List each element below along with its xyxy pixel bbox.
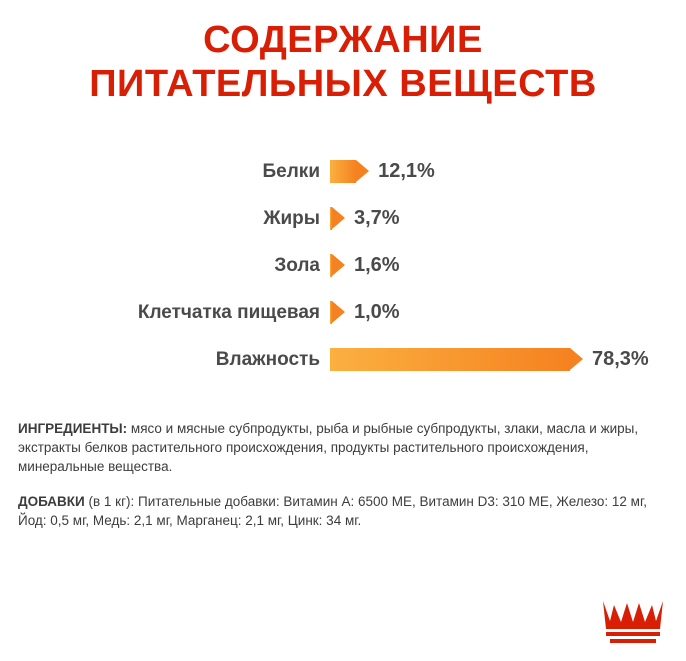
bar-wrapper bbox=[330, 160, 686, 183]
bar-shape bbox=[330, 207, 345, 230]
bar-wrapper bbox=[330, 254, 686, 277]
bar-row bbox=[0, 289, 686, 336]
bar-value-label: 1,6% bbox=[354, 254, 400, 276]
additives-heading: ДОБАВКИ bbox=[18, 494, 85, 509]
bar-shape bbox=[330, 348, 583, 371]
bar-row bbox=[0, 336, 686, 383]
bar-value-label: 12,1% bbox=[378, 160, 435, 182]
additives-text: (в 1 кг): Питательные добавки: Витамин А: 6500 МЕ, Витамин D3: 310 МЕ, Железо: 12 мг, Йод: 0,5 мг, Медь: 2,1 мг, Марганец: 2,1 мг, Цинк: 34 мг. bbox=[18, 494, 647, 528]
bar-value-label: 3,7% bbox=[354, 207, 400, 229]
bar-row bbox=[0, 148, 686, 195]
info-text-block bbox=[18, 419, 668, 530]
bar-row bbox=[0, 195, 686, 242]
bar-arrow-tip bbox=[332, 254, 345, 276]
bar-arrow-tip bbox=[332, 207, 345, 229]
bar-arrow-tip bbox=[570, 348, 583, 370]
bar-value-label: 78,3% bbox=[592, 348, 649, 370]
bar-label: Жиры bbox=[263, 207, 320, 229]
bar-body bbox=[330, 160, 356, 183]
title-line-2: ПИТАТЕЛЬНЫХ ВЕЩЕСТВ bbox=[89, 63, 597, 105]
bar-row bbox=[0, 242, 686, 289]
ingredients-paragraph bbox=[18, 419, 668, 476]
nutrition-bar-chart bbox=[0, 148, 686, 383]
bar-label: Клетчатка пищевая bbox=[137, 301, 320, 323]
bar-shape bbox=[330, 254, 345, 277]
bar-body bbox=[330, 348, 570, 371]
bar-label: Зола bbox=[274, 254, 320, 276]
ingredients-heading: ИНГРЕДИЕНТЫ: bbox=[18, 421, 128, 436]
title-line-1: СОДЕРЖАНИЕ bbox=[203, 19, 483, 61]
bar-wrapper bbox=[330, 301, 686, 324]
royal-canin-crown-logo bbox=[600, 591, 666, 647]
bar-arrow-tip bbox=[332, 301, 345, 323]
bar-label: Влажность bbox=[215, 348, 320, 370]
bar-shape bbox=[330, 301, 345, 324]
bar-arrow-tip bbox=[356, 160, 369, 182]
bar-value-label: 1,0% bbox=[354, 301, 400, 323]
bar-wrapper bbox=[330, 207, 686, 230]
additives-paragraph bbox=[18, 492, 668, 530]
ingredients-text: мясо и мясные субпродукты, рыба и рыбные субпродукты, злаки, масла и жиры, экстракты белков растительного происхождения, продукты растительного происхождения, минеральные вещества. bbox=[18, 421, 639, 474]
bar-shape bbox=[330, 160, 369, 183]
page-title bbox=[0, 0, 686, 106]
bar-wrapper bbox=[330, 348, 686, 371]
bar-label: Белки bbox=[262, 160, 320, 182]
